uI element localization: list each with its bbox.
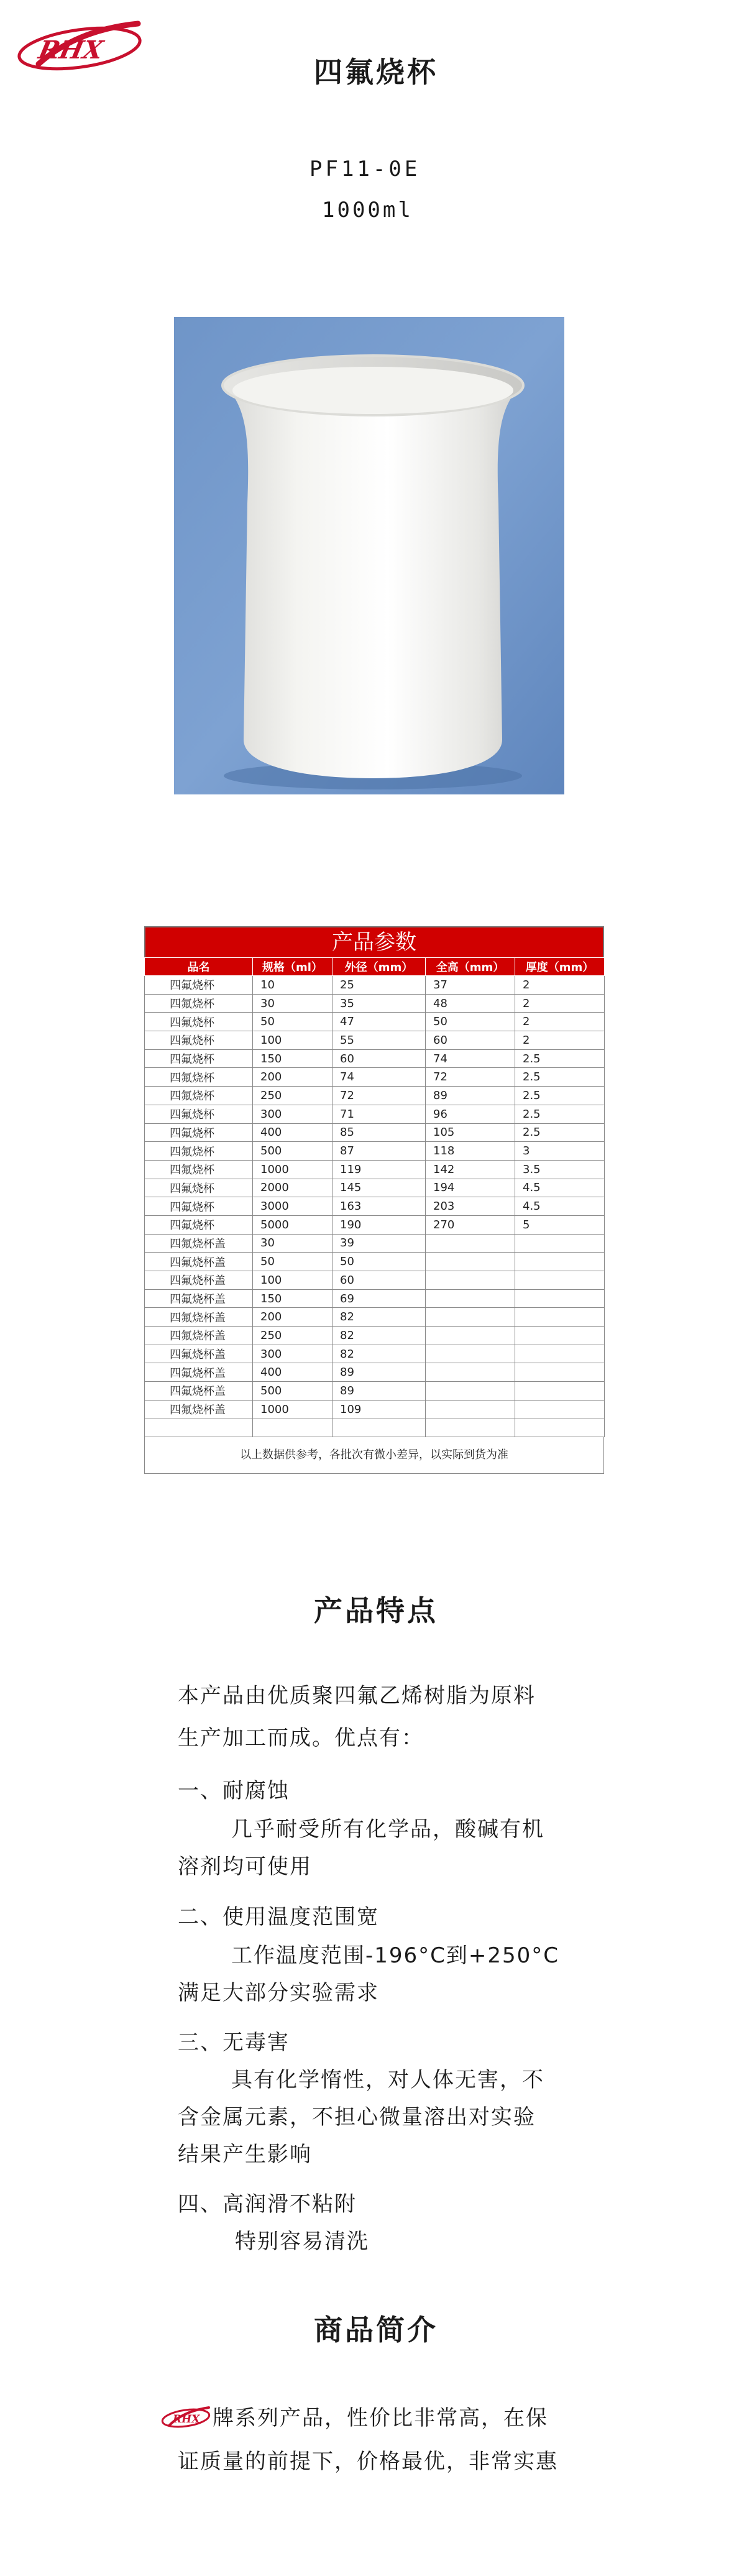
- table-cell: 163: [332, 1197, 426, 1216]
- table-cell: 89: [332, 1382, 426, 1401]
- table-cell: 109: [332, 1400, 426, 1419]
- table-cell: [515, 1345, 605, 1363]
- table-cell: 400: [253, 1363, 332, 1382]
- brand-logo-small: [160, 2404, 211, 2429]
- table-cell: 60: [426, 1031, 515, 1050]
- table-cell: 37: [426, 976, 515, 995]
- table-cell: [515, 1327, 605, 1345]
- table-cell: [332, 1419, 426, 1437]
- table-cell: 69: [332, 1289, 426, 1308]
- intro-line-1: 牌系列产品，性价比非常高，在保: [213, 2406, 548, 2431]
- table-cell: 30: [253, 1234, 332, 1253]
- table-cell: 四氟烧杯盖: [145, 1400, 253, 1419]
- table-cell: 39: [332, 1234, 426, 1253]
- table-cell: [426, 1327, 515, 1345]
- table-cell: 35: [332, 994, 426, 1013]
- table-cell: 50: [253, 1013, 332, 1031]
- table-row: [145, 1271, 605, 1290]
- table-row: [145, 994, 605, 1013]
- table-cell: 3000: [253, 1197, 332, 1216]
- table-cell: 100: [253, 1031, 332, 1050]
- table-cell: 四氟烧杯盖: [145, 1382, 253, 1401]
- table-row: [145, 1013, 605, 1031]
- table-cell: 100: [253, 1271, 332, 1290]
- table-cell: [426, 1345, 515, 1363]
- table-cell: 5000: [253, 1215, 332, 1234]
- table-row: [145, 1049, 605, 1068]
- table-cell: 200: [253, 1068, 332, 1087]
- table-cell: 250: [253, 1087, 332, 1105]
- table-cell: 400: [253, 1123, 332, 1142]
- table-cell: 四氟烧杯: [145, 1215, 253, 1234]
- table-row: [145, 1123, 605, 1142]
- table-cell: 500: [253, 1142, 332, 1161]
- svg-text:RHX: RHX: [35, 35, 106, 65]
- table-cell: 74: [332, 1068, 426, 1087]
- table-cell: 5: [515, 1215, 605, 1234]
- intro-line-2: 证质量的前提下，价格最优，非常实惠: [178, 2449, 558, 2474]
- table-cell: 300: [253, 1105, 332, 1123]
- feature-3-line-3: 结果产生影响: [178, 2142, 312, 2167]
- table-cell: 2: [515, 994, 605, 1013]
- table-cell: 194: [426, 1179, 515, 1197]
- table-row: [145, 1197, 605, 1216]
- table-cell: 50: [332, 1253, 426, 1271]
- features-title: 产品特点: [314, 1594, 438, 1627]
- table-cell: 55: [332, 1031, 426, 1050]
- table-row: [145, 1068, 605, 1087]
- table-cell: 145: [332, 1179, 426, 1197]
- intro-title: 商品简介: [314, 2313, 438, 2347]
- table-cell: 30: [253, 994, 332, 1013]
- feature-3-line-1: 具有化学惰性，对人体无害，不: [231, 2068, 544, 2092]
- table-row: [145, 1345, 605, 1363]
- table-cell: [515, 1234, 605, 1253]
- feature-2-heading: 二、使用温度范围宽: [178, 1905, 379, 1930]
- table-cell: [515, 1382, 605, 1401]
- table-cell: 2.5: [515, 1068, 605, 1087]
- table-cell: [515, 1289, 605, 1308]
- column-header-volume: 规格（ml）: [253, 958, 332, 976]
- table-cell: 四氟烧杯: [145, 1179, 253, 1197]
- table-cell: 四氟烧杯盖: [145, 1308, 253, 1327]
- table-cell: 3: [515, 1142, 605, 1161]
- svg-text:RHX: RHX: [173, 2413, 200, 2426]
- table-cell: 四氟烧杯: [145, 1160, 253, 1179]
- table-cell: 四氟烧杯: [145, 976, 253, 995]
- table-cell: 2: [515, 976, 605, 995]
- table-cell: 4.5: [515, 1179, 605, 1197]
- table-cell: 四氟烧杯: [145, 1123, 253, 1142]
- table-cell: 四氟烧杯: [145, 1031, 253, 1050]
- table-note: 以上数据供参考，各批次有微小差异，以实际到货为准: [144, 1437, 604, 1474]
- table-row: [145, 1234, 605, 1253]
- table-cell: 2000: [253, 1179, 332, 1197]
- feature-2-line-1: 工作温度范围-196°C到+250°C: [231, 1943, 560, 1968]
- table-cell: 四氟烧杯盖: [145, 1363, 253, 1382]
- table-cell: 四氟烧杯: [145, 1013, 253, 1031]
- table-cell: 四氟烧杯: [145, 1087, 253, 1105]
- table-cell: 87: [332, 1142, 426, 1161]
- feature-2-line-2: 满足大部分实验需求: [178, 1980, 379, 2005]
- table-header-row: [145, 958, 605, 976]
- model-number: PF11-0E: [310, 157, 421, 182]
- table-cell: 四氟烧杯: [145, 1049, 253, 1068]
- table-cell: 四氟烧杯: [145, 1142, 253, 1161]
- table-cell: [426, 1382, 515, 1401]
- table-cell: 四氟烧杯盖: [145, 1289, 253, 1308]
- table-cell: 50: [253, 1253, 332, 1271]
- table-cell: 105: [426, 1123, 515, 1142]
- table-cell: 四氟烧杯盖: [145, 1327, 253, 1345]
- table-cell: 89: [426, 1087, 515, 1105]
- table-cell: 82: [332, 1308, 426, 1327]
- table-row: [145, 1327, 605, 1345]
- table-cell: 四氟烧杯盖: [145, 1234, 253, 1253]
- table-cell: 85: [332, 1123, 426, 1142]
- table-cell: 150: [253, 1049, 332, 1068]
- table-row: [145, 1087, 605, 1105]
- column-header-diameter: 外径（mm）: [332, 958, 426, 976]
- table-cell: 71: [332, 1105, 426, 1123]
- table-row: [145, 976, 605, 995]
- table-cell: 96: [426, 1105, 515, 1123]
- feature-4-heading: 四、高润滑不粘附: [178, 2192, 357, 2217]
- table-row: [145, 1031, 605, 1050]
- capacity-label: 1000ml: [322, 198, 413, 223]
- table-cell: [426, 1308, 515, 1327]
- table-cell: 四氟烧杯: [145, 1068, 253, 1087]
- table-cell: 82: [332, 1345, 426, 1363]
- table-row: [145, 1400, 605, 1419]
- table-cell: 300: [253, 1345, 332, 1363]
- table-cell: 119: [332, 1160, 426, 1179]
- table-row: [145, 1382, 605, 1401]
- table-cell: [426, 1271, 515, 1290]
- table-cell: [515, 1271, 605, 1290]
- table-cell: 47: [332, 1013, 426, 1031]
- table-row: [145, 1308, 605, 1327]
- table-row: [145, 1289, 605, 1308]
- table-cell: 10: [253, 976, 332, 995]
- table-cell: 四氟烧杯盖: [145, 1253, 253, 1271]
- feature-1-line-1: 几乎耐受所有化学品，酸碱有机: [231, 1817, 544, 1842]
- table-cell: [253, 1419, 332, 1437]
- table-cell: 72: [426, 1068, 515, 1087]
- table-cell: 60: [332, 1271, 426, 1290]
- table-cell: [426, 1289, 515, 1308]
- feature-1-line-2: 溶剂均可使用: [178, 1854, 312, 1879]
- table-cell: 250: [253, 1327, 332, 1345]
- table-row: [145, 1363, 605, 1382]
- table-cell: 48: [426, 994, 515, 1013]
- table-cell: 1000: [253, 1160, 332, 1179]
- table-cell: [426, 1363, 515, 1382]
- table-cell: 四氟烧杯: [145, 1197, 253, 1216]
- column-header-thickness: 厚度（mm）: [515, 958, 605, 976]
- features-intro-line-1: 本产品由优质聚四氟乙烯树脂为原料: [178, 1683, 536, 1708]
- table-cell: 2: [515, 1013, 605, 1031]
- table-cell: 190: [332, 1215, 426, 1234]
- table-cell: 25: [332, 976, 426, 995]
- table-cell: 118: [426, 1142, 515, 1161]
- table-cell: [426, 1253, 515, 1271]
- table-row: [145, 1419, 605, 1437]
- column-header-name: 品名: [145, 958, 253, 976]
- parameter-table: [144, 926, 604, 1474]
- table-row: [145, 1179, 605, 1197]
- features-intro-line-2: 生产加工而成。优点有：: [178, 1726, 424, 1750]
- table-cell: 50: [426, 1013, 515, 1031]
- table-cell: 74: [426, 1049, 515, 1068]
- table-cell: [426, 1234, 515, 1253]
- table-cell: 2: [515, 1031, 605, 1050]
- table-title: 产品参数: [144, 926, 604, 957]
- feature-3-line-2: 含金属元素，不担心微量溶出对实验: [178, 2105, 536, 2130]
- feature-4-line-1: 特别容易清洗: [235, 2229, 369, 2254]
- feature-1-heading: 一、耐腐蚀: [178, 1778, 290, 1803]
- table-cell: 2.5: [515, 1049, 605, 1068]
- column-header-height: 全高（mm）: [426, 958, 515, 976]
- table-cell: [426, 1419, 515, 1437]
- table-cell: 四氟烧杯: [145, 1105, 253, 1123]
- table-cell: 四氟烧杯: [145, 994, 253, 1013]
- table-cell: 203: [426, 1197, 515, 1216]
- table-cell: 150: [253, 1289, 332, 1308]
- table-cell: 500: [253, 1382, 332, 1401]
- table-cell: 200: [253, 1308, 332, 1327]
- table-cell: [426, 1400, 515, 1419]
- table-cell: 72: [332, 1087, 426, 1105]
- table-cell: 4.5: [515, 1197, 605, 1216]
- table-cell: [145, 1419, 253, 1437]
- table-row: [145, 1253, 605, 1271]
- table-cell: [515, 1308, 605, 1327]
- table-cell: 四氟烧杯盖: [145, 1271, 253, 1290]
- table-cell: 82: [332, 1327, 426, 1345]
- table-cell: 四氟烧杯盖: [145, 1345, 253, 1363]
- table-cell: 89: [332, 1363, 426, 1382]
- table-row: [145, 1142, 605, 1161]
- table-cell: [515, 1363, 605, 1382]
- table-cell: 3.5: [515, 1160, 605, 1179]
- table-cell: 2.5: [515, 1123, 605, 1142]
- table-cell: 60: [332, 1049, 426, 1068]
- table-row: [145, 1215, 605, 1234]
- table-cell: 1000: [253, 1400, 332, 1419]
- table-cell: [515, 1253, 605, 1271]
- table-cell: 142: [426, 1160, 515, 1179]
- table-cell: 2.5: [515, 1105, 605, 1123]
- table-row: [145, 1160, 605, 1179]
- feature-3-heading: 三、无毒害: [178, 2030, 290, 2055]
- table-cell: [515, 1400, 605, 1419]
- table-cell: [515, 1419, 605, 1437]
- product-photo: [174, 317, 564, 794]
- table-cell: 270: [426, 1215, 515, 1234]
- page-title: 四氟烧杯: [314, 55, 438, 89]
- table-row: [145, 1105, 605, 1123]
- table-cell: 2.5: [515, 1087, 605, 1105]
